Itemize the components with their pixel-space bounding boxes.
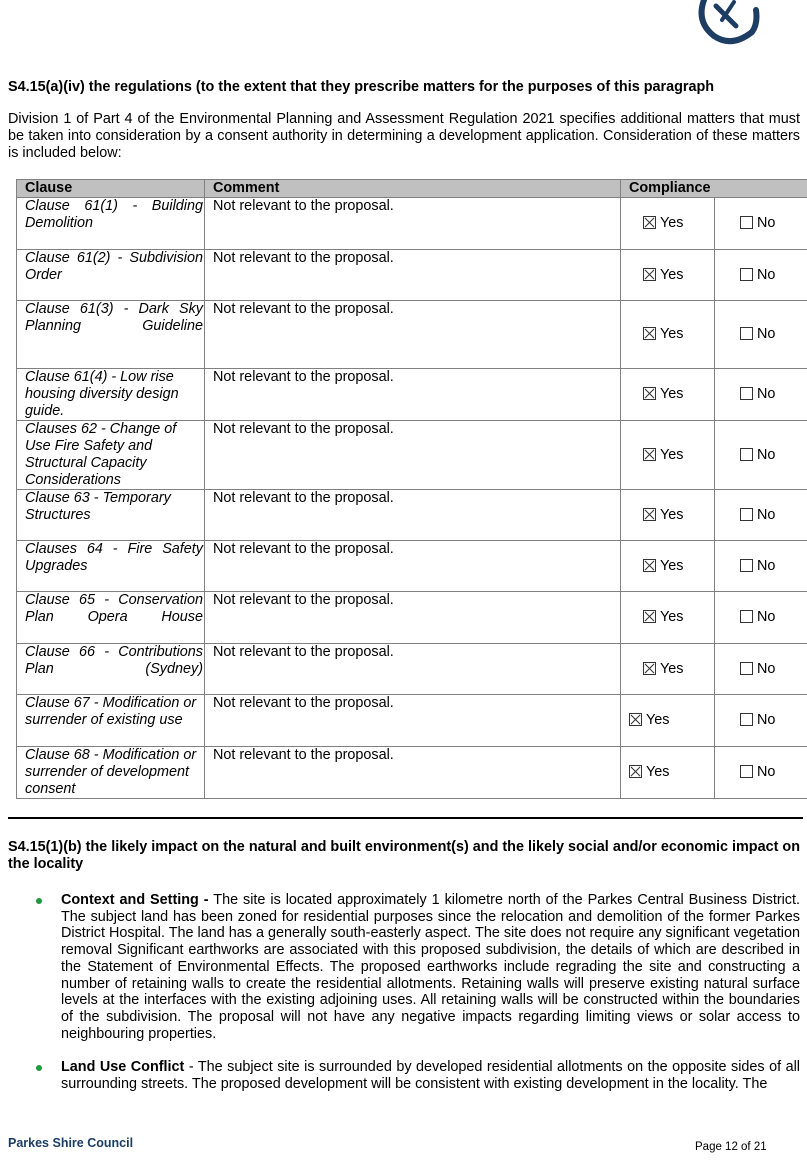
checked-box-icon[interactable] (643, 559, 656, 572)
impact-list (8, 892, 800, 1093)
yes-label: Yes (660, 266, 684, 283)
bullet-title: Context and Setting - (61, 892, 209, 908)
yes-cell (621, 198, 715, 250)
checked-box-icon[interactable] (643, 387, 656, 400)
no-label: No (757, 326, 776, 342)
unchecked-box-icon[interactable] (740, 327, 753, 340)
comment-cell: Not relevant to the proposal. (205, 541, 621, 592)
yes-cell (621, 644, 715, 695)
clause-cell: Clauses 62 - Change of Use Fire Safety and Structural Capacity Considerations (17, 421, 205, 490)
bullet-text: - The subject site is surrounded by developed residential allotments on the opposite sides of all surrounding streets. The proposed development will be consistent with existing development in the locality. The (61, 1059, 800, 1093)
yes-label: Yes (660, 215, 684, 231)
no-cell (715, 490, 807, 541)
comment-cell: Not relevant to the proposal. (205, 198, 621, 250)
comment-cell: Not relevant to the proposal. (205, 369, 621, 421)
clause-cell: Clause 61(4) - Low rise housing diversity design guide. (17, 369, 205, 421)
yes-label: Yes (660, 326, 684, 342)
bullet-icon (36, 898, 42, 904)
table-row (17, 644, 807, 695)
yes-cell (621, 592, 715, 644)
comment-cell: Not relevant to the proposal. (205, 490, 621, 541)
yes-label: Yes (660, 609, 684, 625)
comment-cell: Not relevant to the proposal. (205, 747, 621, 799)
table-row (17, 695, 807, 747)
no-cell (715, 747, 807, 799)
unchecked-box-icon[interactable] (740, 268, 753, 281)
yes-cell (621, 301, 715, 369)
yes-label: Yes (646, 712, 670, 728)
yes-label: Yes (660, 446, 684, 463)
no-cell (715, 644, 807, 695)
no-cell (715, 421, 807, 490)
header-clause: Clause (17, 180, 205, 198)
yes-cell (621, 695, 715, 747)
comment-cell: Not relevant to the proposal. (205, 421, 621, 490)
unchecked-box-icon[interactable] (740, 610, 753, 623)
yes-cell (621, 747, 715, 799)
checked-box-icon[interactable] (629, 765, 642, 778)
unchecked-box-icon[interactable] (740, 216, 753, 229)
yes-cell (621, 250, 715, 301)
no-label: No (757, 557, 776, 574)
clause-cell: Clause 61(1) - Building Demolition (17, 198, 205, 250)
checked-box-icon[interactable] (643, 216, 656, 229)
comment-cell: Not relevant to the proposal. (205, 592, 621, 644)
clause-cell: Clause 61(2) - Subdivision Order (17, 250, 205, 301)
council-logo-icon (694, 0, 760, 46)
no-label: No (757, 266, 776, 283)
page-number: Page 12 of 21 (695, 1141, 767, 1153)
yes-label: Yes (660, 660, 684, 677)
comment-cell: Not relevant to the proposal. (205, 250, 621, 301)
no-label: No (757, 506, 776, 523)
checked-box-icon[interactable] (629, 713, 642, 726)
clause-cell: Clause 63 - Temporary Structures (17, 490, 205, 541)
regulations-table (16, 179, 807, 799)
regulations-heading: S4.15(a)(iv) the regulations (to the extent that they prescribe matters for the purposes of this paragraph (8, 79, 715, 95)
table-row (17, 250, 807, 301)
no-label: No (757, 712, 776, 728)
clause-cell: Clause 61(3) - Dark Sky Planning Guideline (17, 301, 205, 369)
yes-cell (621, 490, 715, 541)
no-label: No (757, 660, 776, 677)
header-comment: Comment (205, 180, 621, 198)
table-row (17, 541, 807, 592)
comment-cell: Not relevant to the proposal. (205, 695, 621, 747)
bullet-icon (36, 1065, 42, 1071)
yes-cell (621, 541, 715, 592)
checked-box-icon[interactable] (643, 327, 656, 340)
unchecked-box-icon[interactable] (740, 765, 753, 778)
unchecked-box-icon[interactable] (740, 713, 753, 726)
table-row (17, 490, 807, 541)
no-cell (715, 592, 807, 644)
yes-label: Yes (646, 764, 670, 780)
list-item (8, 892, 800, 1042)
bullet-text: The site is located approximately 1 kilometre north of the Parkes Central Business District. The subject land has been zoned for residential purposes since the relocation and demolition of the former Parkes District Hospital. The land has a generally south-easterly aspect. The site does not require any significant vegetation removal Significant earthworks are associated with this proposed subdivision, the details of which are described in the Statement of Environmental Effects. The proposed earthworks include regrading the site and constructing a number of retaining walls to create the residential allotments. Retaining walls will preserve existing natural surface levels at the interfaces with the existing adjoining uses. All retaining walls will be constructed within the boundaries of the subdivision. The proposal will not have any negative impacts regarding limiting views or solar access to neighbouring properties. (61, 892, 800, 1042)
no-cell (715, 541, 807, 592)
list-item (8, 1059, 800, 1092)
bullet-title: Land Use Conflict (61, 1059, 185, 1076)
unchecked-box-icon[interactable] (740, 448, 753, 461)
no-label: No (757, 215, 776, 231)
unchecked-box-icon[interactable] (740, 387, 753, 400)
checked-box-icon[interactable] (643, 508, 656, 521)
impact-heading: S4.15(1)(b) the likely impact on the natural and built environment(s) and the likely social and/or economic impact on the locality (8, 839, 800, 872)
table-row (17, 198, 807, 250)
no-cell (715, 250, 807, 301)
yes-label: Yes (660, 506, 684, 523)
checked-box-icon[interactable] (643, 610, 656, 623)
no-label: No (757, 386, 776, 402)
clause-cell: Clause 68 - Modification or surrender of development consent (17, 747, 205, 799)
no-label: No (757, 446, 776, 463)
unchecked-box-icon[interactable] (740, 662, 753, 675)
comment-cell: Not relevant to the proposal. (205, 644, 621, 695)
table-row (17, 301, 807, 369)
table-row (17, 369, 807, 421)
yes-cell (621, 369, 715, 421)
no-cell (715, 198, 807, 250)
clause-cell: Clause 65 - Conservation Plan Opera House (17, 592, 205, 644)
no-cell (715, 695, 807, 747)
comment-cell: Not relevant to the proposal. (205, 301, 621, 369)
no-label: No (757, 609, 776, 625)
clause-cell: Clauses 64 - Fire Safety Upgrades (17, 541, 205, 592)
clause-cell: Clause 66 - Contributions Plan (Sydney) (17, 644, 205, 695)
checked-box-icon[interactable] (643, 448, 656, 461)
checked-box-icon[interactable] (643, 662, 656, 675)
checked-box-icon[interactable] (643, 268, 656, 281)
yes-label: Yes (660, 386, 684, 402)
unchecked-box-icon[interactable] (740, 559, 753, 572)
section-divider (8, 817, 803, 819)
table-row (17, 421, 807, 490)
header-compliance: Compliance (621, 180, 807, 198)
unchecked-box-icon[interactable] (740, 508, 753, 521)
footer-organisation: Parkes Shire Council (8, 1136, 134, 1150)
no-cell (715, 301, 807, 369)
no-label: No (757, 764, 776, 780)
table-row (17, 592, 807, 644)
yes-cell (621, 421, 715, 490)
table-row (17, 747, 807, 799)
no-cell (715, 369, 807, 421)
clause-cell: Clause 67 - Modification or surrender of existing use (17, 695, 205, 747)
yes-label: Yes (660, 557, 684, 574)
regulations-intro: Division 1 of Part 4 of the Environmental Planning and Assessment Regulation 2021 specifies additional matters that must be taken into consideration by a consent authority in determining a development application. Consideration of these matters is included below: (8, 111, 800, 161)
